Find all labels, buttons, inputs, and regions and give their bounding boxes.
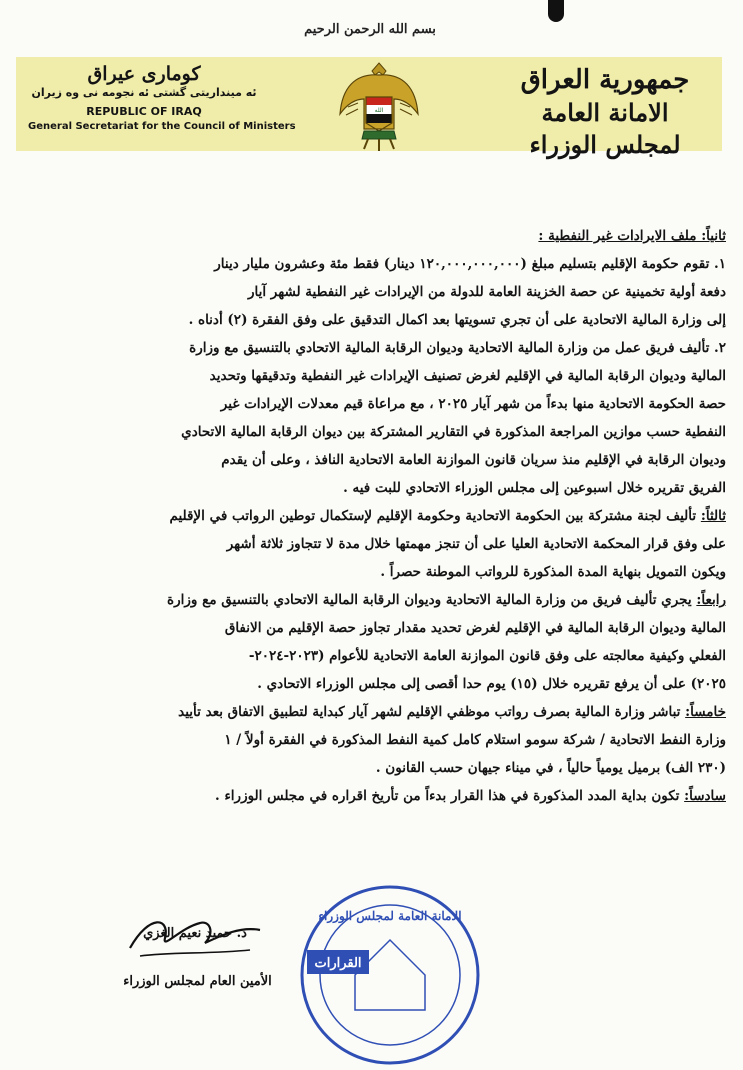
p3-text: تأليف لجنة مشتركة بين الحكومة الاتحادية وحكومة الإقليم لإستكمال توطين الرواتب في الإقليم [169, 508, 701, 524]
p3-line: ويكون التمويل بنهاية المدة المذكورة للرواتب الموطنة حصراً . [380, 564, 726, 580]
p6-text: تكون بداية المدد المذكورة في هذا القرار بدءاً من تأريخ اقراره في مجلس الوزراء . [215, 788, 685, 804]
p3-line: على وفق قرار المحكمة الاتحادية العليا على أن تنجز مهمتها خلال مدة لا تتجاوز ثلاثة أشهر [226, 536, 726, 552]
p6-line [56, 782, 726, 810]
p4-line: ٢٠٢٥) على أن يرفع تقريره خلال (١٥) يوم حدا أقصى إلى مجلس الوزراء الاتحادي . [257, 676, 726, 692]
p2-line: حصة الحكومة الاتحادية منها بدءاً من شهر آيار ٢٠٢٥ ، مع مراعاة قيم معدلات الإيرادات غير [220, 396, 726, 412]
p3-label: ثالثاً: [700, 508, 726, 524]
signatory-role: الأمين العام لمجلس الوزراء [123, 974, 272, 989]
paragraph-3 [56, 502, 726, 586]
p2-line: الفريق تقريره خلال اسبوعين إلى مجلس الوزراء الاتحادي للبت فيه . [343, 480, 726, 496]
letterhead [16, 57, 722, 159]
p2-line: النفطية حسب موازين المراجعة المذكورة في التقارير المشتركة بين ديوان الرقابة المالية الاتحادي [181, 424, 726, 440]
p5-text: تباشر وزارة المالية بصرف رواتب موظفي الإقليم لشهر آيار كبداية لتطبيق الاتفاق بعد تأييد [178, 704, 686, 720]
p4-text: يجري تأليف فريق من وزارة المالية الاتحادية وديوان الرقابة المالية الاتحادي بالتنسيق مع وزارة [167, 592, 697, 608]
p5-line: وزارة النفط الاتحادية / شركة سومو استلام كامل كمية النفط المذكورة في الفقرة أولاً / ١ [224, 732, 726, 748]
p6-label: سادساً: [684, 788, 726, 804]
paragraph-1 [56, 250, 726, 334]
p1-line: ١. تقوم حكومة الإقليم بتسليم مبلغ (١٢٠,٠٠٠,٠٠٠,٠٠٠ دينار) فقط مئة وعشرون مليار دينار [214, 256, 726, 272]
secretariat-title-ar: الامانة العامة لمجلس الوزراء [529, 98, 681, 159]
secretariat-title-ku: ئه مينداريتى گشتى ئه نجومه نى وه زيران [31, 86, 257, 99]
letterhead-left-block [28, 63, 296, 134]
p5-line: (٢٣٠ الف) برميل يومياً حالياً ، في ميناء جيهان حسب القانون . [375, 760, 726, 776]
paragraph-4 [56, 586, 726, 698]
stamp-ring-text: الامانة العامة لمجلس الوزراء [318, 909, 462, 923]
p5-line [56, 698, 726, 726]
p3-line [56, 502, 726, 530]
paragraph-5 [56, 698, 726, 782]
p4-line: المالية وديوان الرقابة المالية في الإقليم لغرض تحديد مقدار تجاوز حصة الإقليم من الانفاق [224, 620, 726, 636]
p2-line: ٢. تأليف فريق عمل من وزارة المالية الاتحادية وديوان الرقابة المالية الاتحادي بالتنسيق مع وزارة [189, 340, 726, 356]
stamp-label: القرارات [314, 956, 362, 971]
p4-line [56, 586, 726, 614]
signatory-name: د. حميد نعيم الغزي [143, 926, 247, 941]
paragraph-6 [56, 782, 726, 810]
basmala: بسم الله الرحمن الرحيم [304, 22, 436, 37]
p5-label: خامساً: [685, 704, 726, 720]
paragraph-2 [56, 334, 726, 502]
section-heading: ثانياً: ملف الايرادات غير النفطية : [538, 228, 726, 244]
p1-line: دفعة أولية تخمينية عن حصة الخزينة العامة للدولة من الإيرادات غير النفطية لشهر آيار [247, 284, 726, 300]
p4-label: رابعاً: [696, 592, 726, 608]
p2-line: وديوان الرقابة في الإقليم منذ سريان قانون الموازنة العامة الاتحادية النافذ ، وعلى أن يقدم [221, 452, 726, 468]
letterhead-arabic-title [500, 63, 710, 161]
country-title-ar: جمهورية العراق [520, 65, 690, 95]
iraq-eagle-emblem-icon [334, 59, 424, 159]
p4-line: الفعلي وكيفية معالجته على وفق قانون الموازنة العامة الاتحادية للأعوام (٢٠٢٣-٢٠٢٤- [248, 648, 726, 664]
official-stamp-icon [295, 880, 485, 1070]
country-title-en: REPUBLIC OF IRAQ [86, 105, 202, 118]
p2-line: المالية وديوان الرقابة المالية في الإقليم لغرض تصنيف الإيرادات غير النفطية وتدقيقها وتحديد [209, 368, 726, 384]
top-binder-mark [548, 0, 564, 22]
p1-line: إلى وزارة المالية الاتحادية على أن تجري تسويتها بعد اكمال التدقيق على وفق الفقرة (٢) أدناه . [188, 312, 726, 328]
secretariat-title-en: General Secretariat for the Council of Ministers [28, 121, 296, 132]
svg-text:الله: الله [374, 107, 384, 114]
document-body [56, 222, 726, 810]
country-title-ku: كومارى عيراق [87, 63, 201, 85]
